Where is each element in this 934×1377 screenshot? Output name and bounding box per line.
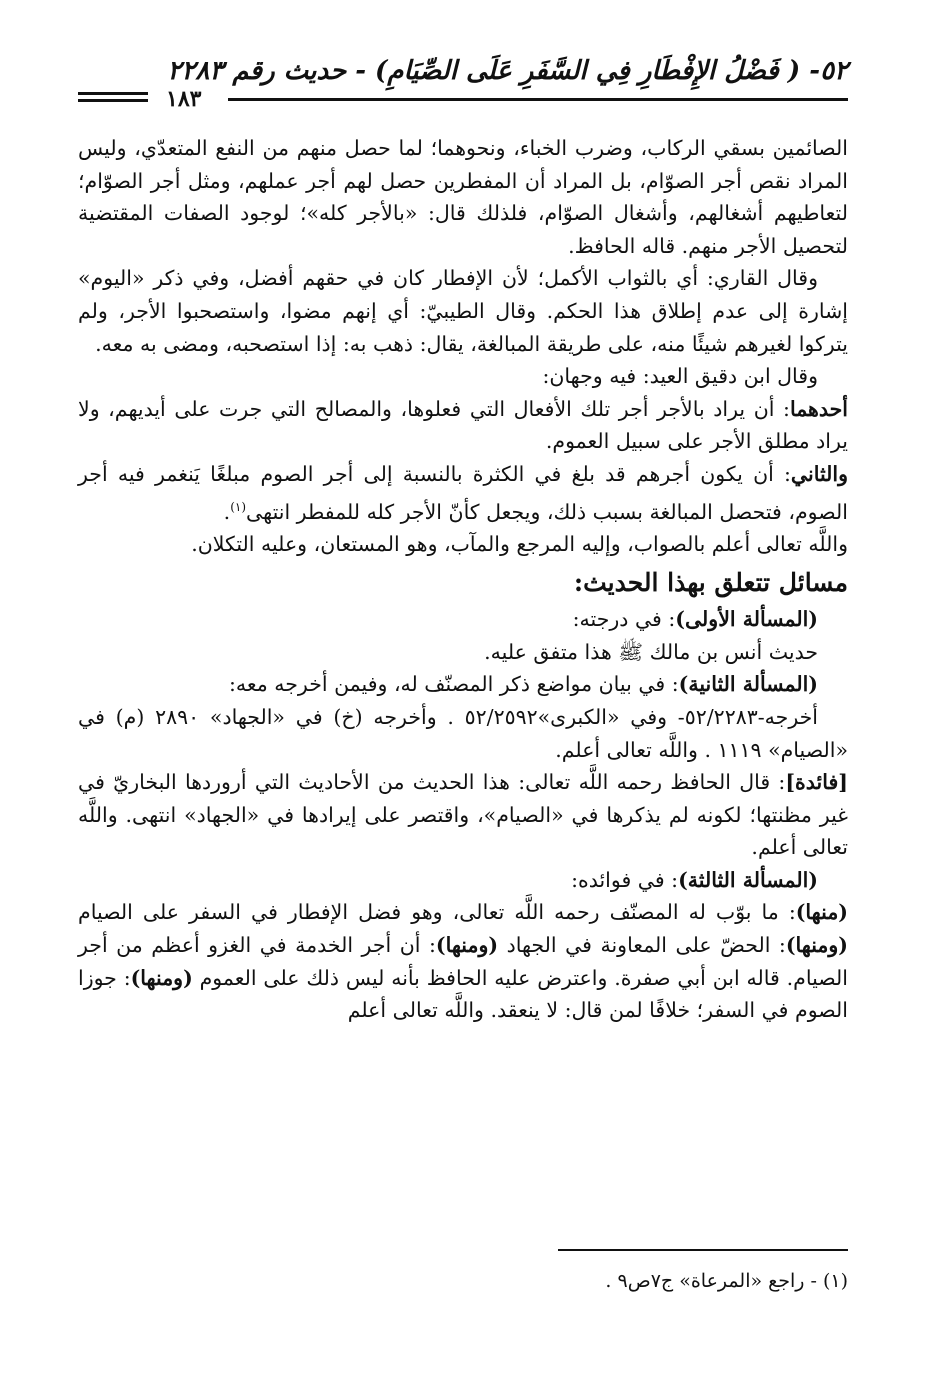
paragraph [78, 668, 848, 701]
running-header [78, 52, 848, 112]
text-segment: : أن يكون أجرهم قد بلغ في الكثرة بالنسبة إلى أجر الصوم مبلغًا يَنغمر فيه أجر الصوم، فتحصل المبالغة بسبب ذلك، ويجعل كأنّ الأجر كله للمفطر انتهى [78, 461, 848, 524]
paragraph [78, 132, 848, 262]
paragraph [78, 393, 848, 458]
bold-label: [فائدة] [785, 770, 848, 795]
main-text [78, 132, 848, 1027]
paragraph [78, 360, 848, 393]
paragraph [78, 864, 848, 897]
text-segment: : أن يراد بالأجر أجر تلك الأفعال التي فعلوها، والمصالح التي جرت على أيديهم، ولا يراد مطلق الأجر على سبيل العموم. [78, 396, 848, 454]
text-segment: : في فوائده: [571, 867, 679, 892]
bold-label: (ومنها) [785, 933, 848, 958]
bold-label: (منها) [795, 900, 848, 925]
footnote-ref: (١) [230, 499, 247, 514]
text-segment: : الحضّ على المعاونة في الجهاد [498, 933, 786, 958]
bold-label: (المسألة الأولى) [675, 607, 818, 632]
bold-label: أحدهما [789, 396, 848, 421]
text-segment: وقال ابن دقيق العيد: فيه وجهان: [542, 364, 818, 389]
bold-label: (ومنها) [435, 933, 499, 958]
paragraph [78, 701, 848, 766]
book-page [78, 52, 848, 1342]
bold-label: والثاني [790, 461, 848, 486]
header-underline [228, 98, 848, 101]
text-segment: : أن أجر الخدمة في الغزو أعظم من أجر الصيام. قاله ابن أبي صفرة. واعترض عليه الحافظ بأنه ليس ذلك على العموم [78, 933, 849, 990]
text-segment: وقال القاري: أي بالثواب الأكمل؛ لأن الإفطار كان في حقهم أفضل، وفي ذكر «اليوم» إشارة إلى عدم إطلاق هذا الحكم. وقال الطيبيّ: أي إنهم مضوا، واستصحبوا الأجر، ولم يتركوا لغيرهم شيئًا منه، على طريقة المبالغة، يقال: ذهب به: إذا استصحبه، ومضى به معه. [78, 266, 848, 356]
page-number: ١٨٣ [166, 86, 202, 112]
paragraph [78, 262, 848, 360]
paragraph [78, 458, 848, 528]
footnote: (١) - راجع «المرعاة» ج٧ص٩ . [605, 1270, 848, 1292]
text-segment: : قال الحافظ رحمه اللَّه تعالى: هذا الحديث من الأحاديث التي أروردها البخاريّ في غير مظنتها؛ لكونه لم يذكرها في «الصيام»، واقتصر على إيرادها في «الجهاد» انتهى. واللَّه تعالى أعلم. [78, 770, 848, 860]
bold-label: (ومنها) [130, 965, 193, 990]
text-segment: أخرجه-٥٢/٢٢٨٣- وفي «الكبرى»٥٢/٢٥٩٢ . وأخرجه (خ) في «الجهاد» ٢٨٩٠ (م) في «الصيام» ١١١٩ . واللَّه تعالى أعلم. [78, 704, 848, 762]
text-segment: : ما بوّب له المصنّف رحمه اللَّه تعالى، وهو فضل الإفطار في السفر على الصيام [78, 900, 796, 925]
text-segment: : في بيان مواضع ذكر المصنّف له، وفيمن أخرجه معه: [228, 672, 679, 697]
chapter-title: ٥٢- ( فَضْلُ الإِفْطَارِ فِي السَّفَرِ عَلَى الصِّيَامِ) - حديث رقم ٢٢٨٣ [167, 56, 848, 86]
text-segment: واللَّه تعالى أعلم بالصواب، وإليه المرجع والمآب، وهو المستعان، وعليه التكلان. [191, 531, 848, 556]
text-segment: : في درجته: [572, 607, 676, 632]
text-segment: : جوزا الصوم في السفر؛ خلافًا لمن قال: لا ينعقد. واللَّه تعالى أعلم [78, 965, 848, 1023]
text-segment: . [223, 499, 231, 524]
bold-label: (المسألة الثانية) [678, 672, 818, 697]
footnote-separator [558, 1249, 848, 1251]
paragraph [78, 766, 848, 864]
text-segment: حديث أنس بن مالك ﷺ هذا متفق عليه. [484, 639, 818, 664]
paragraph [78, 603, 848, 636]
bold-label: (المسألة الثالثة) [678, 867, 818, 892]
section-heading [78, 567, 848, 600]
paragraph [78, 896, 848, 1026]
paragraph [78, 528, 848, 561]
text-segment: الصائمين بسقي الركاب، وضرب الخباء، ونحوهما؛ لما حصل منهم من النفع المتعدّي، وليس المراد نقص أجر الصوّام، بل المراد أن المفطرين حصل لهم أجر عملهم، ومثل أجر الصوّام؛ لتعاطيهم أشغالهم، وأشغال الصوّام، فلذلك قال: «بالأجر كله»؛ لوجود الصفات المقتضية لتحصيل الأجر منهم. قاله الحافظ. [78, 136, 848, 258]
text-segment: مسائل تتعلق بهذا الحديث: [573, 567, 848, 597]
paragraph [78, 636, 848, 669]
header-rule-decoration [78, 92, 148, 106]
